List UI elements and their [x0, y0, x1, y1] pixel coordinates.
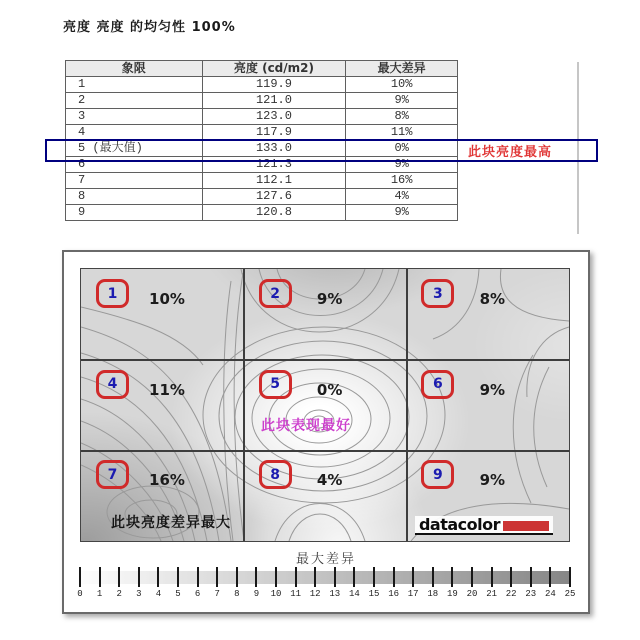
table-cell: 6 — [66, 157, 203, 173]
table-cell: 127.6 — [202, 189, 346, 205]
scale-tick-label: 1 — [96, 589, 103, 599]
quadrant-value: 11% — [149, 380, 185, 399]
scale-tick-label: 21 — [486, 589, 497, 599]
table-row — [66, 93, 458, 109]
uniformity-plot — [80, 268, 570, 542]
quadrant-value: 9% — [316, 290, 343, 308]
table-cell: 112.1 — [202, 173, 346, 189]
max-brightness-note: 此块亮度最高 — [468, 145, 553, 160]
table-cell: 121.3 — [202, 157, 346, 173]
table-row — [66, 109, 458, 125]
table-row — [66, 189, 458, 205]
table-cell: 11% — [346, 125, 458, 141]
quadrant-value: 9% — [479, 471, 506, 490]
scale-tick — [569, 567, 571, 587]
scale-tick-label: 2 — [116, 589, 122, 599]
table-cell: 119.9 — [202, 77, 346, 93]
quadrant-badge: 1 — [96, 279, 129, 308]
table-cell: 8% — [346, 109, 458, 125]
table-cell: 123.0 — [202, 109, 346, 125]
grid-line-horizontal — [81, 450, 569, 452]
scale-tick-label: 5 — [175, 589, 181, 599]
scale-tick — [491, 567, 493, 587]
scale-tick-label: 15 — [368, 589, 380, 599]
scale-tick-label: 10 — [270, 589, 282, 599]
scale-tick-label: 7 — [214, 589, 220, 599]
scale-tick — [314, 567, 316, 587]
scale-tick — [79, 567, 81, 587]
scale-tick — [255, 567, 257, 587]
table-header-cell: 亮度 (cd/m2) — [202, 61, 346, 77]
scale-tick-label: 19 — [446, 589, 458, 599]
table-cell: 9% — [346, 157, 458, 173]
table-cell: 2 — [66, 93, 203, 109]
quadrant-badge: 7 — [96, 460, 129, 489]
scale-tick — [157, 567, 159, 587]
scale-tick — [353, 567, 355, 587]
table-cell: 120.8 — [202, 205, 346, 221]
page-title: 亮度 亮度 的均匀性 100% — [63, 20, 236, 35]
table-cell: 10% — [346, 77, 458, 93]
scale-tick — [432, 567, 434, 587]
quadrant-value: 8% — [479, 290, 506, 308]
scale-tick — [451, 567, 453, 587]
scale-tick — [393, 567, 395, 587]
table-header-row — [66, 61, 458, 77]
datacolor-logo-text: datacolor — [418, 515, 500, 534]
scale-tick-label: 11 — [290, 589, 301, 599]
table-header-cell: 最大差异 — [346, 61, 458, 77]
scale-tick — [99, 567, 101, 587]
scale-tick — [177, 567, 179, 587]
scale-tick-label: 20 — [466, 589, 478, 599]
table-cell: 9% — [346, 205, 458, 221]
table-cell: 121.0 — [202, 93, 346, 109]
quadrant-value: 16% — [149, 471, 185, 490]
quadrant-badge: 6 — [421, 370, 454, 399]
colorbar-title: 最大差异 — [295, 552, 356, 567]
scale-tick-label: 14 — [348, 589, 360, 599]
quadrant-value: 10% — [149, 290, 185, 308]
scale-tick — [275, 567, 277, 587]
scale-tick — [412, 567, 414, 587]
contour-lines — [81, 269, 569, 541]
scale-tick-label: 3 — [136, 589, 142, 599]
scale-tick-label: 9 — [253, 589, 260, 599]
scale-tick-label: 18 — [427, 589, 439, 599]
scale-tick-label: 23 — [525, 589, 537, 599]
table-cell: 1 — [66, 77, 203, 93]
scale-tick — [197, 567, 199, 587]
scale-tick-label: 16 — [388, 589, 399, 599]
scale-tick — [334, 567, 336, 587]
quadrant-value: 9% — [479, 380, 506, 399]
table-row — [66, 205, 458, 221]
quadrant-badge: 5 — [259, 370, 292, 399]
quadrant-badge: 9 — [421, 460, 454, 489]
table-cell: 3 — [66, 109, 203, 125]
table-cell: 8 — [66, 189, 203, 205]
scale-tick — [471, 567, 473, 587]
quadrant-badge: 4 — [96, 370, 129, 399]
best-block-note: 此块表现最好 — [261, 418, 351, 434]
scale-tick-label: 8 — [234, 589, 240, 599]
scale-tick-label: 24 — [544, 589, 556, 599]
table-cell: 4 — [66, 125, 203, 141]
table-cell: 5 (最大值) — [66, 141, 203, 157]
scale-tick — [549, 567, 551, 587]
table-cell: 16% — [346, 173, 458, 189]
quadrant-value: 4% — [316, 471, 343, 490]
datacolor-logo-bar — [503, 521, 549, 531]
table-cell: 4% — [346, 189, 458, 205]
scale-tick — [510, 567, 512, 587]
quadrant-badge: 3 — [421, 279, 454, 308]
scale-tick-label: 25 — [564, 589, 576, 599]
table-row — [66, 173, 458, 189]
scale-tick — [295, 567, 297, 587]
table-cell: 9 — [66, 205, 203, 221]
table-cell: 117.9 — [202, 125, 346, 141]
quadrant-badge: 2 — [259, 279, 292, 308]
scale-tick-label: 4 — [155, 589, 162, 599]
scale-tick-label: 0 — [77, 589, 83, 599]
scale-tick-label: 17 — [407, 589, 419, 599]
scale-tick-label: 12 — [309, 589, 321, 599]
table-header-cell: 象限 — [66, 61, 203, 77]
grid-line-vertical — [243, 269, 245, 541]
scale-tick — [373, 567, 375, 587]
grid-line-horizontal — [81, 359, 569, 361]
scale-bar — [77, 565, 576, 599]
grid-line-vertical — [406, 269, 408, 541]
scale-tick-label: 13 — [329, 589, 341, 599]
scale-tick — [216, 567, 218, 587]
quadrant-badge: 8 — [259, 460, 292, 489]
scale-tick — [236, 567, 238, 587]
worst-block-note: 此块亮度差异最大 — [111, 515, 231, 531]
table-cell: 9% — [346, 93, 458, 109]
uniformity-panel — [62, 250, 590, 614]
table-cell: 7 — [66, 173, 203, 189]
datacolor-logo — [415, 516, 553, 535]
scale-tick-label: 22 — [505, 589, 517, 599]
scale-tick — [530, 567, 532, 587]
scale-tick-label: 6 — [194, 589, 201, 599]
table-cell: 133.0 — [202, 141, 346, 157]
table-row — [66, 77, 458, 93]
scale-tick — [138, 567, 140, 587]
colorbar-gradient — [78, 571, 570, 584]
table-cell: 0% — [346, 141, 458, 157]
scale-tick — [118, 567, 120, 587]
quadrant-value: 0% — [316, 380, 343, 399]
